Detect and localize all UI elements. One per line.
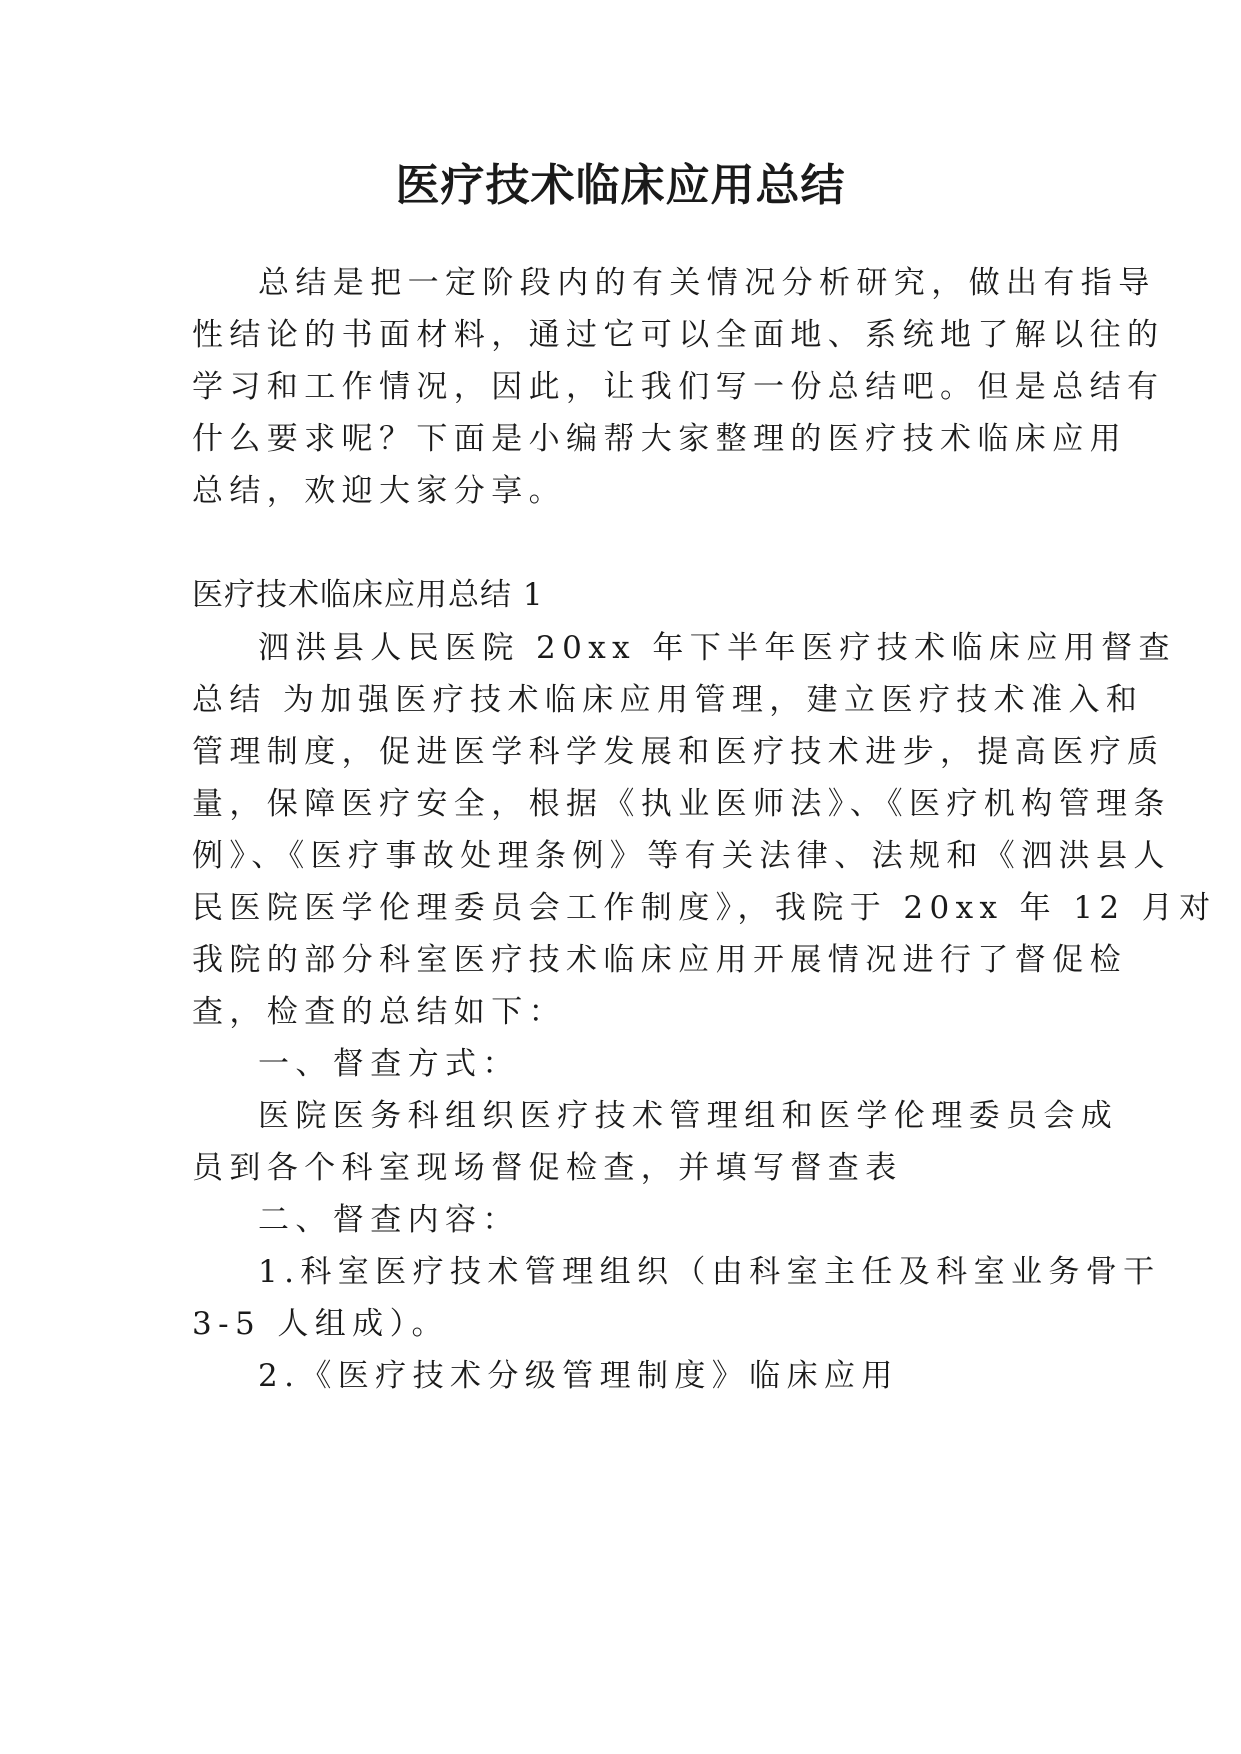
item1-line-1: 1.科室医疗技术管理组织（由科室主任及科室业务骨干 — [258, 1254, 1161, 1290]
intro-line-3: 学习和工作情况，因此，让我们写一份总结吧。但是总结有 — [192, 369, 1165, 405]
body-line-5: 例》、《医疗事故处理条例》等有关法律、法规和《泗洪县人 — [192, 838, 1171, 874]
item1-line-2: 3-5 人组成）。 — [192, 1306, 449, 1342]
body-line-7: 我院的部分科室医疗技术临床应用开展情况进行了督促检 — [192, 942, 1127, 978]
intro-line-5: 总结，欢迎大家分享。 — [192, 473, 566, 509]
item2-line: 2.《医疗技术分级管理制度》临床应用 — [258, 1358, 899, 1394]
intro-line-2: 性结论的书面材料，通过它可以全面地、系统地了解以往的 — [192, 317, 1165, 353]
body-line-8: 查，检查的总结如下： — [192, 994, 566, 1030]
body-line-2: 总结 为加强医疗技术临床应用管理，建立医疗技术准入和 — [192, 682, 1144, 718]
body-line-3: 管理制度，促进医学科学发展和医疗技术进步，提高医疗质 — [192, 734, 1165, 770]
body-line-1: 泗洪县人民医院 20xx 年下半年医疗技术临床应用督查 — [258, 630, 1176, 666]
body-line-4: 量，保障医疗安全，根据《执业医师法》、《医疗机构管理条 — [192, 786, 1171, 822]
body-line-6: 民医院医学伦理委员会工作制度》，我院于 20xx 年 12 月对 — [192, 890, 1217, 926]
intro-line-4: 什么要求呢？下面是小编帮大家整理的医疗技术临床应用 — [192, 421, 1127, 457]
sub1-line-1: 医院医务科组织医疗技术管理组和医学伦理委员会成 — [258, 1098, 1119, 1134]
intro-line-1: 总结是把一定阶段内的有关情况分析研究，做出有指导 — [258, 265, 1156, 301]
sub1-heading: 一、督查方式： — [258, 1046, 520, 1082]
section-heading: 医疗技术临床应用总结 1 — [192, 577, 544, 613]
sub2-heading: 二、督查内容： — [258, 1202, 520, 1238]
document-title: 医疗技术临床应用总结 — [395, 160, 846, 211]
sub1-line-2: 员到各个科室现场督促检查，并填写督查表 — [192, 1150, 903, 1186]
